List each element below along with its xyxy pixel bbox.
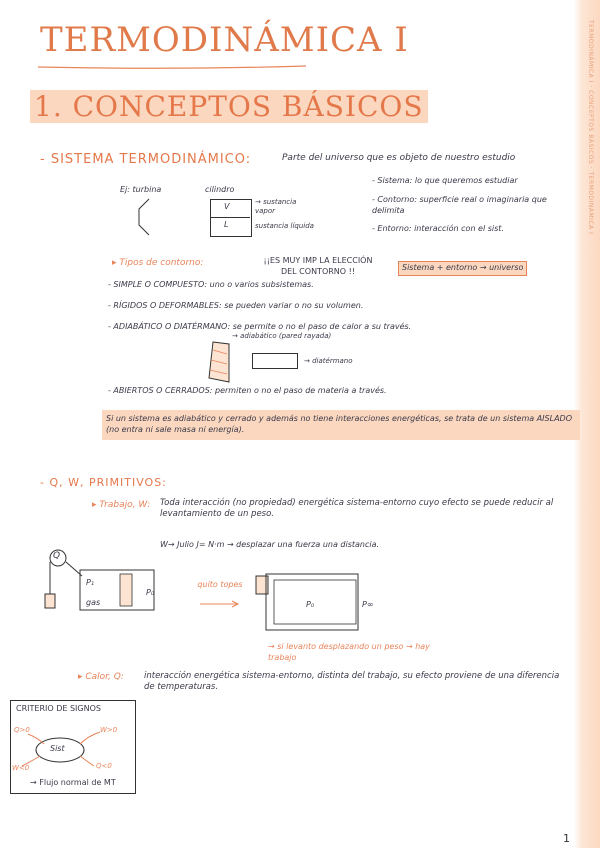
quito-topes: quito topes bbox=[197, 580, 243, 589]
margin-vertical-text: TERMODINÁMICA I · CONCEPTOS BÁSICOS · TERMODINÁMICA I bbox=[587, 20, 594, 235]
tipos-list bbox=[108, 280, 578, 332]
criterio-sist: Sist bbox=[50, 744, 65, 753]
calor-label: ▸ Calor, Q: bbox=[78, 672, 124, 682]
sust-liquida: sustancia líquida bbox=[255, 222, 314, 230]
cilindro-box bbox=[210, 199, 252, 237]
def-contorno: - Contorno: superficie real o imaginaria que delimita bbox=[372, 194, 547, 215]
gas-label: gas bbox=[86, 598, 101, 607]
section-heading: 1. CONCEPTOS BÁSICOS bbox=[30, 90, 428, 123]
adiabatic-wall-icon bbox=[205, 340, 235, 386]
ex-cilindro: cilindro bbox=[205, 185, 235, 194]
arrow-icon bbox=[198, 600, 242, 608]
page-title: TERMODINÁMICA I bbox=[40, 20, 409, 60]
trabajo-label: ▸ Trabajo, W: bbox=[92, 500, 151, 510]
criterio-q-neg: Q<0 bbox=[96, 762, 112, 770]
sistema-heading: - SISTEMA TERMODINÁMICO: bbox=[40, 152, 252, 167]
criterio-q-pos: Q>0 bbox=[14, 726, 30, 734]
turbina-icon bbox=[135, 197, 165, 237]
ex-turbina: Ej: turbina bbox=[120, 185, 162, 194]
criterio-title: CRITERIO DE SIGNOS bbox=[16, 704, 101, 713]
tipos-heading: ▸ Tipos de contorno: bbox=[112, 258, 204, 268]
diatermano-label: → diatérmano bbox=[304, 357, 353, 365]
sistema-defs bbox=[372, 176, 552, 235]
page-number: 1 bbox=[563, 832, 570, 845]
def-entorno: - Entorno: interacción con el sist. bbox=[372, 224, 504, 234]
trabajo-units: W→ Julio J= N·m → desplazar una fuerza una distancia. bbox=[160, 540, 380, 549]
p1-label: P₁ bbox=[86, 578, 95, 587]
tipo-adiabatico: - ADIABÁTICO O DIATÉRMANO: se permite o no el paso de calor a su través. bbox=[108, 321, 412, 331]
primitivos-heading: - Q, W, PRIMITIVOS: bbox=[40, 476, 167, 489]
def-sistema: - Sistema: lo que queremos estudiar bbox=[372, 176, 518, 185]
p0-label: P₀ bbox=[146, 588, 155, 597]
title-underline bbox=[38, 64, 308, 70]
trabajo-definition: Toda interacción (no propiedad) energética sistema-entorno cuyo efecto se puede reducir al levantamiento de un peso. bbox=[160, 498, 554, 520]
criterio-w-neg: W<0 bbox=[12, 764, 30, 772]
p0b-label: P₀ bbox=[306, 600, 315, 609]
aislado-note: Si un sistema es adiabático y cerrado y además no tiene interacciones energéticas, se trata de un sistema AISLADO (no entra ni sale masa ni energía). bbox=[102, 410, 580, 440]
cilindro-v: V bbox=[224, 202, 230, 211]
tipo-simple: - SIMPLE O COMPUESTO: uno o varios subsistemas. bbox=[108, 280, 314, 289]
universo-note: Sistema + entorno → universo bbox=[398, 261, 527, 276]
displacement-note: → si levanto desplazando un peso → hay trabajo bbox=[268, 642, 430, 662]
sistema-definition: Parte del universo que es objeto de nuestro estudio bbox=[282, 153, 516, 163]
tipo-abiertos: - ABIERTOS O CERRADOS: permiten o no el paso de materia a través. bbox=[108, 386, 387, 395]
criterio-w-pos: W>0 bbox=[100, 726, 118, 734]
q-label: Q bbox=[53, 551, 61, 561]
calor-definition: interacción energética sistema-entorno, distinta del trabajo, su efecto proviene de una diferencia de temperaturas. bbox=[144, 671, 560, 693]
tipo-rigidos: - RÍGIDOS O DEFORMABLES: se pueden variar o no su volumen. bbox=[108, 300, 364, 310]
adiabatico-label: → adiabático (pared rayada) bbox=[232, 332, 332, 340]
criterio-flujo: → Flujo normal de MT bbox=[30, 778, 116, 787]
tipos-note: ¡¡ES MUY IMP LA ELECCIÓN DEL CONTORNO !! bbox=[263, 256, 373, 276]
cilindro-l: L bbox=[224, 220, 229, 229]
pinf-label: P∞ bbox=[362, 600, 374, 609]
diatermano-box bbox=[252, 353, 298, 369]
sust-vapor: → sustancia vapor bbox=[255, 198, 297, 216]
